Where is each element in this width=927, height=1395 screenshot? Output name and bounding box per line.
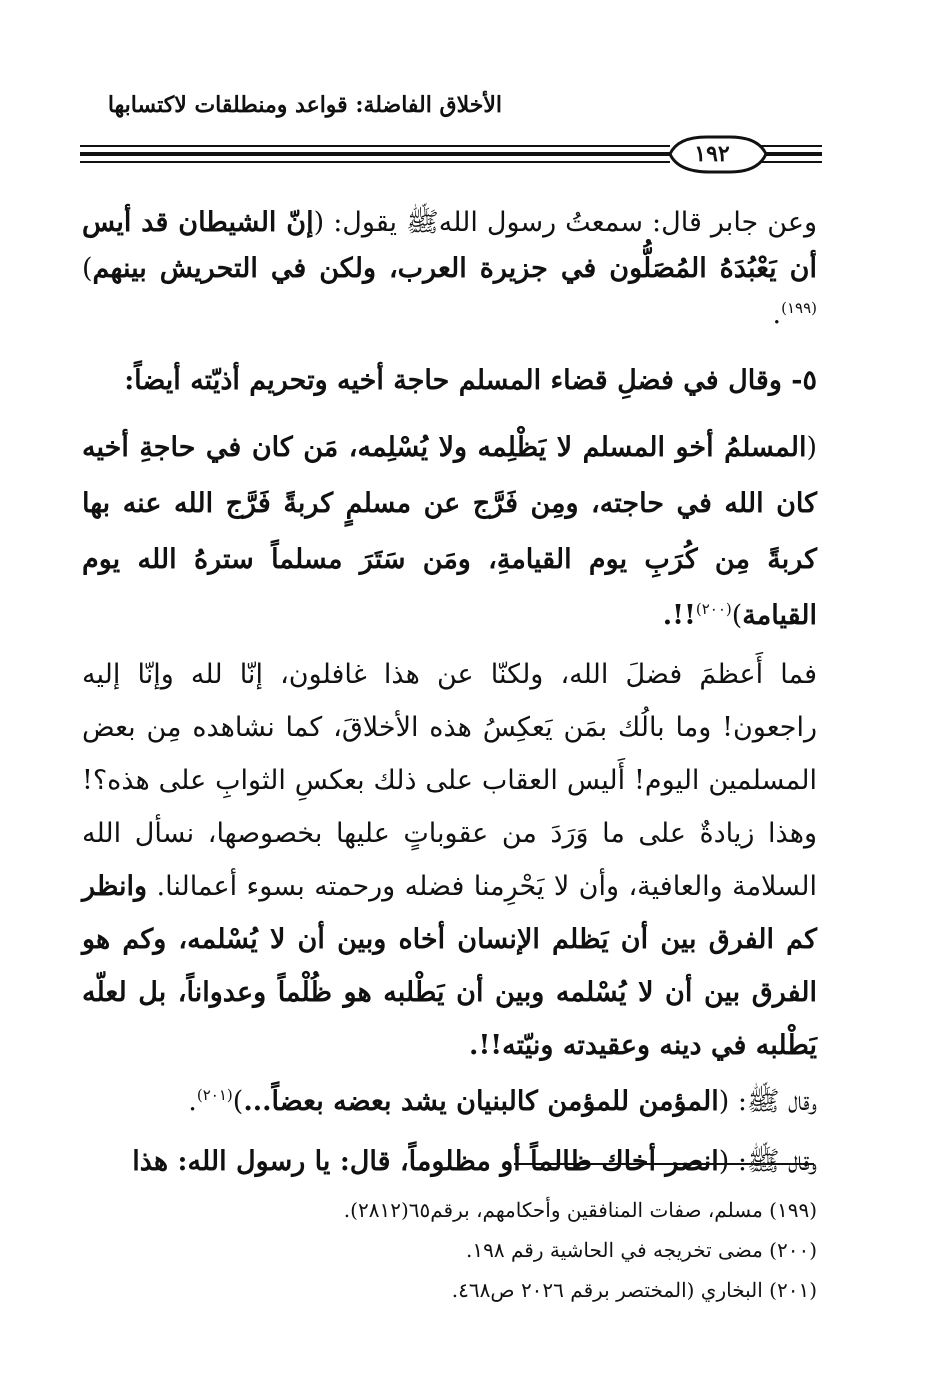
footnote: (٢٠٠) مضى تخريجه في الحاشية رقم ١٩٨. (466, 1238, 817, 1262)
footnote-separator (514, 1163, 814, 1165)
text-segment-bold: وانظر كم الفرق بين أن يَظلم الإنسان أخاه وبين أن لا يُسْلمه، وكم هو الفرق بين أن لا يُسْلمه وبين أن يَطْلبه هو ظُلْماً وعدواناً، بل لعلّه يَطْلبه في دينه وعقيدته ونيّته!!. (82, 871, 817, 1061)
paragraph-hadith-muslim-brother (82, 420, 817, 644)
text-segment: وقال ﷺ: ( (718, 1086, 817, 1117)
text-segment: !!. (662, 600, 696, 631)
text-segment: ) (82, 253, 93, 284)
section-heading (82, 358, 817, 404)
footnotes (82, 1190, 817, 1310)
footnote: (١٩٩) مسلم، صفات المنافقين وأحكامهم، برقم٦٥(٢٨١٢). (343, 1198, 817, 1222)
text-segment: . (772, 299, 782, 330)
text-segment-bold: المسلمُ أخو المسلم لا يَظْلِمه ولا يُسْلِمه، مَن كان في حاجةِ أخيه كان الله في حاجته، ومِن فَرَّج عن مسلمٍ كربةً فَرَّج الله عنه بها كربةً مِن كُرَبِ يوم القيامةِ، ومَن سَتَرَ مسلماً سترهُ الله يوم القيامة (82, 432, 817, 631)
text-segment: وقال ﷺ: ( (718, 1146, 817, 1177)
paragraph-commentary (82, 648, 817, 1072)
text-segment-bold: انصر أخاك ظالماً أو مظلوماً، قال: يا رسول الله: هذا (132, 1146, 719, 1177)
text-segment: ( (806, 432, 817, 463)
paragraph-hadith-building (82, 1072, 817, 1132)
page-number: ١٩٢ (694, 141, 730, 167)
paragraph-hadith-help-brother (82, 1132, 817, 1192)
text-segment: ) (232, 1086, 244, 1117)
paragraph-hadith-jabir (82, 200, 817, 338)
footnote-ref: (١٩٩) (781, 299, 817, 317)
footnote-ref: (٢٠٠) (695, 600, 732, 618)
text-segment-bold: المؤمن للمؤمن كالبنيان يشد بعضه بعضاً... (243, 1086, 719, 1117)
text-segment: وعن جابر قال: سمعتُ رسول اللهﷺ يقول: ( (313, 207, 817, 238)
running-header: الأخلاق الفاضلة: قواعد ومنطلقات لاكتسابها (107, 92, 502, 118)
footnote: (٢٠١) البخاري (المختصر برقم ٢٠٢٦ ص٤٦٨. (451, 1278, 817, 1302)
text-segment: ) (731, 600, 743, 631)
text-segment-bold: ٥- وقال في فضلِ قضاء المسلم حاجة أخيه وتحريم أذيّته أيضاً: (124, 365, 817, 396)
text-segment: فما أَعظمَ فضلَ الله، ولكنّا عن هذا غافلون، إنّا لله وإنّا إليه راجعون! وما بالُك بمَن يَعكِسُ هذه الأخلاقَ، كما نشاهده مِن بعض المسلمين اليوم! أَليس العقاب على ذلك بعكسِ الثوابِ على هذه؟! وهذا زيادةٌ على ما وَرَدَ من عقوباتٍ عليها بخصوصها، نسأل الله السلامة والعافية، وأن لا يَحْرِمنا فضله ورحمته بسوء أعمالنا. (82, 659, 817, 902)
footnote-ref: (٢٠١) (196, 1086, 233, 1104)
text-segment: . (188, 1086, 197, 1117)
text-segment-bold: إنّ الشيطان قد أيس أن يَعْبُدَهُ المُصَلُّون في جزيرة العرب، ولكن في التحريش بينهم (82, 207, 817, 284)
body-text (82, 200, 817, 1192)
